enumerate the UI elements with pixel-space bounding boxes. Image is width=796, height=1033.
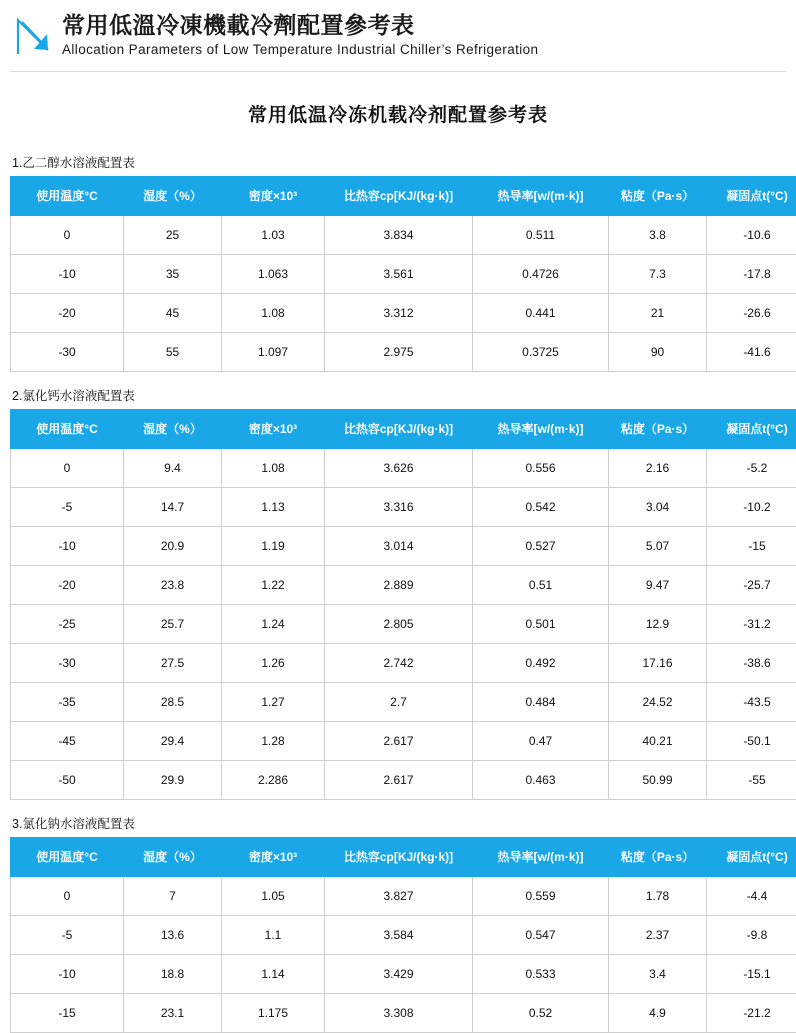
table-cell: 1.08 (222, 293, 325, 332)
table-cell: -30 (11, 332, 124, 371)
table-section (10, 153, 786, 372)
table-row (11, 915, 796, 954)
column-header: 湿度（%） (124, 176, 222, 215)
table-cell: 35 (124, 254, 222, 293)
column-header: 粘度（Pa·s） (609, 837, 707, 876)
table-section (10, 386, 786, 800)
table-cell: 3.834 (325, 215, 473, 254)
table-header-row (11, 176, 796, 215)
column-header: 热导率[w/(m·k)] (473, 837, 609, 876)
table-row (11, 215, 796, 254)
table-cell: 27.5 (124, 643, 222, 682)
table-cell: -17.8 (707, 254, 796, 293)
table-row (11, 682, 796, 721)
table-cell: 29.4 (124, 721, 222, 760)
table-cell: 0.484 (473, 682, 609, 721)
table-row (11, 565, 796, 604)
column-header: 凝固点t(°C) (707, 176, 796, 215)
table-cell: 0.556 (473, 448, 609, 487)
table-cell: 9.4 (124, 448, 222, 487)
table-cell: 55 (124, 332, 222, 371)
table-cell: 13.6 (124, 915, 222, 954)
table-cell: 1.05 (222, 876, 325, 915)
column-header: 使用温度°C (11, 176, 124, 215)
table-cell: 0.52 (473, 993, 609, 1032)
section-caption: 2.氯化钙水溶液配置表 (12, 386, 786, 404)
table-row (11, 332, 796, 371)
table-cell: 2.889 (325, 565, 473, 604)
column-header: 粘度（Pa·s） (609, 176, 707, 215)
table-cell: 3.04 (609, 487, 707, 526)
table-cell: 45 (124, 293, 222, 332)
table-cell: 25.7 (124, 604, 222, 643)
table-cell: 12.9 (609, 604, 707, 643)
table-cell: 25 (124, 215, 222, 254)
table-cell: 2.7 (325, 682, 473, 721)
table-section (10, 814, 786, 1033)
section-caption: 1.乙二醇水溶液配置表 (12, 153, 786, 171)
table-cell: 1.22 (222, 565, 325, 604)
table-cell: 0.533 (473, 954, 609, 993)
table-cell: 1.175 (222, 993, 325, 1032)
table-cell: 1.063 (222, 254, 325, 293)
table-cell: -5.2 (707, 448, 796, 487)
table-cell: 0.441 (473, 293, 609, 332)
data-table (10, 176, 796, 372)
page-title: 常用低温冷冻机载冷剂配置参考表 (0, 100, 796, 127)
table-cell: 1.08 (222, 448, 325, 487)
table-cell: 7 (124, 876, 222, 915)
table-cell: 0.3725 (473, 332, 609, 371)
table-cell: 0.501 (473, 604, 609, 643)
table-cell: -26.6 (707, 293, 796, 332)
table-cell: -15.1 (707, 954, 796, 993)
table-cell: 3.8 (609, 215, 707, 254)
table-cell: 2.617 (325, 760, 473, 799)
table-cell: 23.1 (124, 993, 222, 1032)
table-cell: 1.78 (609, 876, 707, 915)
table-cell: 2.617 (325, 721, 473, 760)
table-cell: -50.1 (707, 721, 796, 760)
table-cell: 40.21 (609, 721, 707, 760)
arrow-up-right-logo-icon (14, 14, 54, 58)
table-cell: -10 (11, 254, 124, 293)
table-cell: 2.742 (325, 643, 473, 682)
table-cell: 0.559 (473, 876, 609, 915)
table-header-row (11, 837, 796, 876)
header-title-cn: 常用低溫冷凍機載冷劑配置參考表 (62, 12, 538, 38)
table-cell: 0.4726 (473, 254, 609, 293)
table-row (11, 254, 796, 293)
table-row (11, 526, 796, 565)
data-table (10, 837, 796, 1033)
table-cell: -10.6 (707, 215, 796, 254)
table-cell: 4.9 (609, 993, 707, 1032)
table-row (11, 760, 796, 799)
table-cell: 9.47 (609, 565, 707, 604)
table-row (11, 604, 796, 643)
table-cell: 14.7 (124, 487, 222, 526)
table-cell: -4.4 (707, 876, 796, 915)
table-cell: -41.6 (707, 332, 796, 371)
table-cell: 3.626 (325, 448, 473, 487)
table-cell: -38.6 (707, 643, 796, 682)
table-cell: 0.463 (473, 760, 609, 799)
table-cell: -45 (11, 721, 124, 760)
table-cell: -10 (11, 954, 124, 993)
table-cell: 24.52 (609, 682, 707, 721)
table-cell: 0.47 (473, 721, 609, 760)
column-header: 使用温度°C (11, 409, 124, 448)
column-header: 热导率[w/(m·k)] (473, 176, 609, 215)
table-cell: 1.1 (222, 915, 325, 954)
table-cell: -9.8 (707, 915, 796, 954)
table-row (11, 721, 796, 760)
table-cell: -21.2 (707, 993, 796, 1032)
table-cell: 17.16 (609, 643, 707, 682)
table-cell: 28.5 (124, 682, 222, 721)
table-cell: 0 (11, 876, 124, 915)
table-cell: -25.7 (707, 565, 796, 604)
table-cell: -15 (11, 993, 124, 1032)
table-cell: 0.51 (473, 565, 609, 604)
table-cell: -43.5 (707, 682, 796, 721)
column-header: 湿度（%） (124, 837, 222, 876)
table-cell: 3.308 (325, 993, 473, 1032)
table-cell: -20 (11, 565, 124, 604)
table-cell: 1.26 (222, 643, 325, 682)
table-cell: 1.03 (222, 215, 325, 254)
table-cell: 90 (609, 332, 707, 371)
table-cell: 50.99 (609, 760, 707, 799)
table-cell: 20.9 (124, 526, 222, 565)
column-header: 比热容cp[KJ/(kg·k)] (325, 176, 473, 215)
column-header: 凝固点t(°C) (707, 409, 796, 448)
column-header: 使用温度°C (11, 837, 124, 876)
table-row (11, 954, 796, 993)
table-row (11, 487, 796, 526)
table-cell: 29.9 (124, 760, 222, 799)
document-header (0, 0, 796, 67)
header-title-en: Allocation Parameters of Low Temperature Industrial Chiller’s Refrigeration (62, 41, 538, 59)
table-cell: 2.37 (609, 915, 707, 954)
table-cell: -31.2 (707, 604, 796, 643)
table-cell: 1.27 (222, 682, 325, 721)
table-cell: -35 (11, 682, 124, 721)
header-text-block (62, 12, 538, 59)
column-header: 比热容cp[KJ/(kg·k)] (325, 837, 473, 876)
table-cell: 0 (11, 448, 124, 487)
table-cell: 1.13 (222, 487, 325, 526)
column-header: 粘度（Pa·s） (609, 409, 707, 448)
table-cell: -10.2 (707, 487, 796, 526)
column-header: 密度×10³ (222, 409, 325, 448)
table-cell: -15 (707, 526, 796, 565)
table-cell: -30 (11, 643, 124, 682)
table-cell: 0.511 (473, 215, 609, 254)
table-cell: 0.492 (473, 643, 609, 682)
column-header: 热导率[w/(m·k)] (473, 409, 609, 448)
table-cell: 1.097 (222, 332, 325, 371)
data-table (10, 409, 796, 800)
table-cell: 3.316 (325, 487, 473, 526)
table-cell: 3.429 (325, 954, 473, 993)
column-header: 湿度（%） (124, 409, 222, 448)
table-cell: 1.14 (222, 954, 325, 993)
table-row (11, 876, 796, 915)
table-cell: 3.584 (325, 915, 473, 954)
table-cell: -10 (11, 526, 124, 565)
table-cell: 1.28 (222, 721, 325, 760)
table-cell: 0.547 (473, 915, 609, 954)
table-cell: -5 (11, 915, 124, 954)
table-cell: 0.542 (473, 487, 609, 526)
table-cell: -25 (11, 604, 124, 643)
table-cell: -5 (11, 487, 124, 526)
table-cell: -55 (707, 760, 796, 799)
table-cell: 2.805 (325, 604, 473, 643)
column-header: 凝固点t(°C) (707, 837, 796, 876)
table-cell: 2.16 (609, 448, 707, 487)
table-cell: 5.07 (609, 526, 707, 565)
table-cell: 3.827 (325, 876, 473, 915)
table-cell: 3.312 (325, 293, 473, 332)
column-header: 比热容cp[KJ/(kg·k)] (325, 409, 473, 448)
table-cell: 3.4 (609, 954, 707, 993)
column-header: 密度×10³ (222, 176, 325, 215)
table-cell: 23.8 (124, 565, 222, 604)
table-row (11, 448, 796, 487)
table-row (11, 643, 796, 682)
tables-container (0, 153, 796, 1033)
table-cell: 3.014 (325, 526, 473, 565)
table-cell: 18.8 (124, 954, 222, 993)
table-cell: 0 (11, 215, 124, 254)
table-cell: 2.975 (325, 332, 473, 371)
table-cell: 21 (609, 293, 707, 332)
table-cell: 3.561 (325, 254, 473, 293)
table-cell: 1.24 (222, 604, 325, 643)
table-cell: 1.19 (222, 526, 325, 565)
section-caption: 3.氯化钠水溶液配置表 (12, 814, 786, 832)
column-header: 密度×10³ (222, 837, 325, 876)
table-cell: -20 (11, 293, 124, 332)
header-divider (10, 71, 786, 72)
table-header-row (11, 409, 796, 448)
table-cell: 0.527 (473, 526, 609, 565)
table-row (11, 293, 796, 332)
table-cell: 2.286 (222, 760, 325, 799)
table-cell: -50 (11, 760, 124, 799)
table-cell: 7.3 (609, 254, 707, 293)
